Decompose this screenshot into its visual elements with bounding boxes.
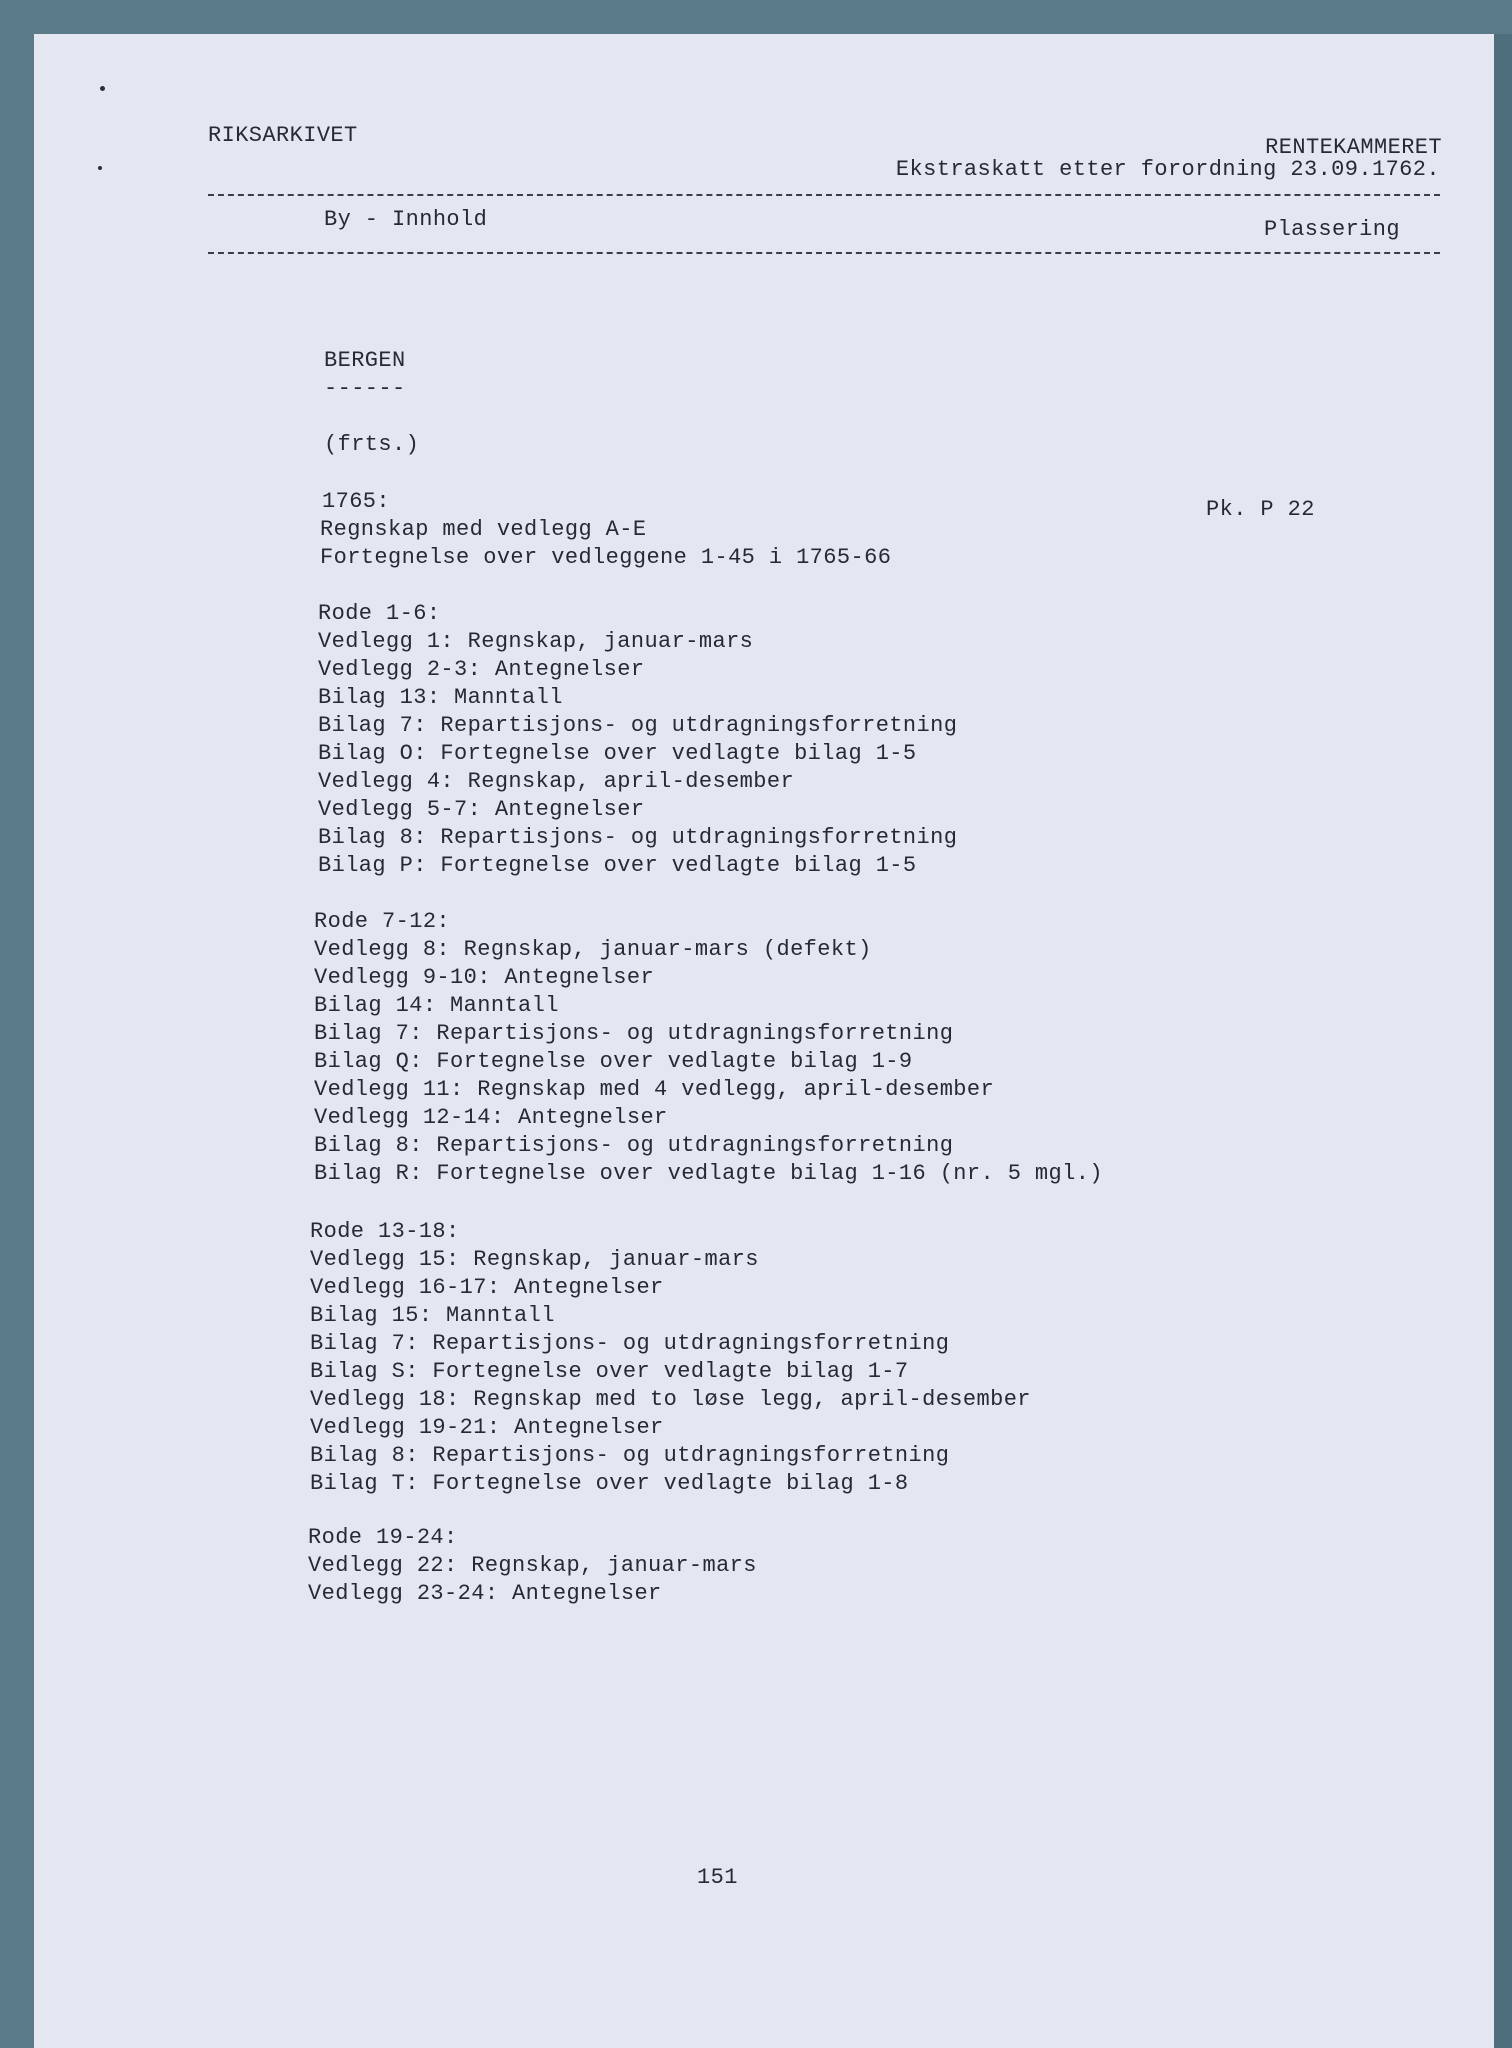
list-item: Bilag T: Fortegnelse over vedlagte bilag 1-8 <box>310 1471 909 1496</box>
list-item: Bilag 8: Repartisjons- og utdragningsforretning <box>318 825 958 850</box>
city-underline: ------ <box>324 376 406 401</box>
list-item: Vedlegg 4: Regnskap, april-desember <box>318 769 795 794</box>
rode-title: Rode 1-6: <box>318 601 441 626</box>
page-shadow-edge <box>1494 34 1512 2048</box>
column-heading-content: By - Innhold <box>324 207 488 232</box>
header-rule-top <box>208 194 1440 196</box>
year-heading: 1765: <box>322 489 391 514</box>
list-item: Bilag 13: Manntall <box>318 685 563 710</box>
header-rule-bottom <box>208 252 1440 254</box>
list-item: Bilag S: Fortegnelse over vedlagte bilag 1-7 <box>310 1359 909 1384</box>
rode-title: Rode 13-18: <box>310 1219 460 1244</box>
list-item: Bilag 7: Repartisjons- og utdragningsforretning <box>314 1021 954 1046</box>
archive-name: RIKSARKIVET <box>208 123 358 148</box>
speck <box>100 86 105 91</box>
list-item: Bilag 7: Repartisjons- og utdragningsforretning <box>310 1331 950 1356</box>
series-title: Ekstraskatt etter forordning 23.09.1762. <box>895 157 1440 182</box>
list-item: Vedlegg 22: Regnskap, januar-mars <box>308 1553 757 1578</box>
list-item: Vedlegg 9-10: Antegnelser <box>314 965 655 990</box>
location-pk: Pk. P 22 <box>1206 497 1315 522</box>
list-item: Fortegnelse over vedleggene 1-45 i 1765-66 <box>320 545 892 570</box>
list-item: Vedlegg 19-21: Antegnelser <box>310 1415 664 1440</box>
list-item: Vedlegg 1: Regnskap, januar-mars <box>318 629 754 654</box>
list-item: Bilag O: Fortegnelse over vedlagte bilag 1-5 <box>318 741 917 766</box>
page-number: 151 <box>697 1865 738 1890</box>
year-lines <box>320 516 891 572</box>
continued-note: (frts.) <box>324 432 420 457</box>
list-item: Vedlegg 15: Regnskap, januar-mars <box>310 1247 759 1272</box>
list-item: Vedlegg 8: Regnskap, januar-mars (defekt) <box>314 937 872 962</box>
list-item: Bilag 8: Repartisjons- og utdragningsforretning <box>310 1443 950 1468</box>
rode-title: Rode 7-12: <box>314 909 451 934</box>
list-item: Vedlegg 5-7: Antegnelser <box>318 797 645 822</box>
list-item: Vedlegg 2-3: Antegnelser <box>318 657 645 682</box>
list-item: Bilag 8: Repartisjons- og utdragningsforretning <box>314 1133 954 1158</box>
list-item: Bilag R: Fortegnelse over vedlagte bilag 1-16 (nr. 5 mgl.) <box>314 1161 1103 1186</box>
list-item: Vedlegg 18: Regnskap med to løse legg, april-desember <box>310 1387 1031 1412</box>
column-heading-location: Plassering <box>1263 217 1400 242</box>
list-item: Regnskap med vedlegg A-E <box>320 517 647 542</box>
list-item: Bilag Q: Fortegnelse over vedlagte bilag 1-9 <box>314 1049 913 1074</box>
speck <box>98 166 102 170</box>
list-item: Bilag P: Fortegnelse over vedlagte bilag 1-5 <box>318 853 917 878</box>
fonds-name: RENTEKAMMERET <box>1265 135 1442 160</box>
list-item: Vedlegg 11: Regnskap med 4 vedlegg, april-desember <box>314 1077 995 1102</box>
list-item: Vedlegg 12-14: Antegnelser <box>314 1105 668 1130</box>
list-item: Bilag 7: Repartisjons- og utdragningsforretning <box>318 713 958 738</box>
rode-title: Rode 19-24: <box>308 1525 458 1550</box>
list-item: Bilag 14: Manntall <box>314 993 559 1018</box>
city-heading: BERGEN <box>324 348 406 373</box>
list-item: Vedlegg 23-24: Antegnelser <box>308 1581 662 1606</box>
list-item: Bilag 15: Manntall <box>310 1303 555 1328</box>
list-item: Vedlegg 16-17: Antegnelser <box>310 1275 664 1300</box>
